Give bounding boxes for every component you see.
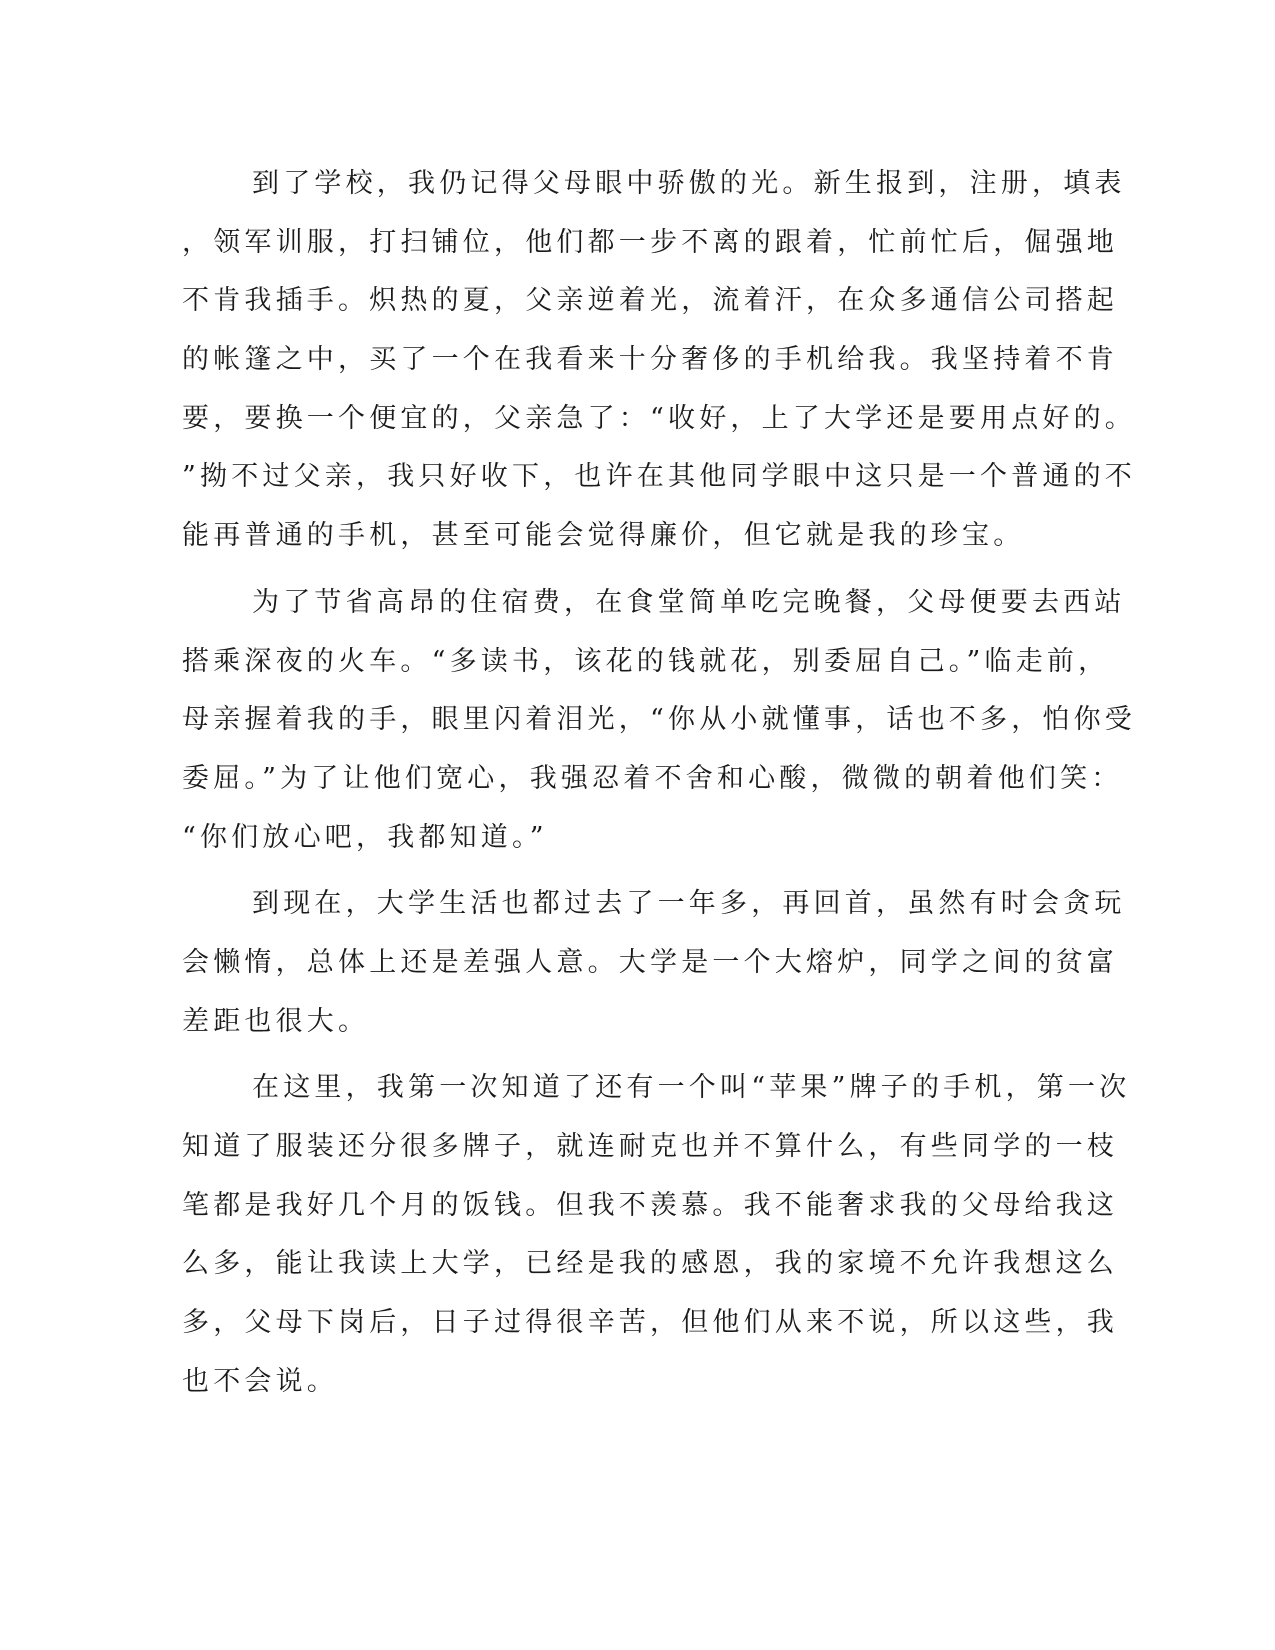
text-line: 会懒惰，总体上还是差强人意。大学是一个大熔炉，同学之间的贫富 [182, 946, 1118, 978]
paragraph-1 [182, 155, 1137, 566]
text-line: ，领军训服，打扫铺位，他们都一步不离的跟着，忙前忙后，倔强地 [182, 226, 1118, 258]
text-line: “你们放心吧，我都知道。” [182, 821, 548, 853]
paragraph-spacer [182, 566, 1042, 574]
paragraph-4 [182, 1059, 1131, 1411]
text-line: 到现在，大学生活也都过去了一年多，再回首，虽然有时会贪玩 [252, 888, 1126, 920]
text-line: 的帐篷之中，买了一个在我看来十分奢侈的手机给我。我坚持着不肯 [182, 344, 1118, 376]
text-line: 笔都是我好几个月的饭钱。但我不羡慕。我不能奢求我的父母给我这 [182, 1189, 1118, 1221]
paragraph-spacer [182, 867, 1042, 875]
text-line: 也不会说。 [182, 1365, 338, 1397]
text-line: ”拗不过父亲，我只好收下，也许在其他同学眼中这只是一个普通的不 [182, 461, 1137, 493]
text-line: 到了学校，我仍记得父母眼中骄傲的光。新生报到，注册，填表 [252, 168, 1126, 199]
text-line: 多，父母下岗后，日子过得很辛苦，但他们从来不说，所以这些，我 [182, 1307, 1118, 1339]
text-line: 要，要换一个便宜的，父亲急了：“收好，上了大学还是要用点好的。 [182, 402, 1137, 434]
paragraph-spacer [182, 1051, 1042, 1059]
text-line: 不肯我插手。炽热的夏，父亲逆着光，流着汗，在众多通信公司搭起 [182, 285, 1118, 317]
text-line: 委屈。”为了让他们宽心，我强忍着不舍和心酸，微微的朝着他们笑： [182, 762, 1123, 794]
text-line: 能再普通的手机，甚至可能会觉得廉价，但它就是我的珍宝。 [182, 520, 1025, 552]
paragraph-2 [182, 574, 1137, 867]
text-line: 为了节省高昂的住宿费，在食堂简单吃完晚餐，父母便要去西站 [252, 586, 1126, 618]
text-line: 搭乘深夜的火车。“多读书，该花的钱就花，别委屈自己。”临走前， [182, 645, 1110, 677]
text-line: 在这里，我第一次知道了还有一个叫“苹果”牌子的手机，第一次 [252, 1072, 1131, 1104]
document-body [182, 155, 1137, 1411]
text-line: 么多，能让我读上大学，已经是我的感恩，我的家境不允许我想这么 [182, 1248, 1118, 1280]
paragraph-3 [182, 875, 1126, 1051]
text-line: 知道了服装还分很多牌子，就连耐克也并不算什么，有些同学的一枝 [182, 1131, 1118, 1162]
text-line: 母亲握着我的手，眼里闪着泪光，“你从小就懂事，话也不多，怕你受 [182, 704, 1137, 736]
text-line: 差距也很大。 [182, 1005, 370, 1037]
